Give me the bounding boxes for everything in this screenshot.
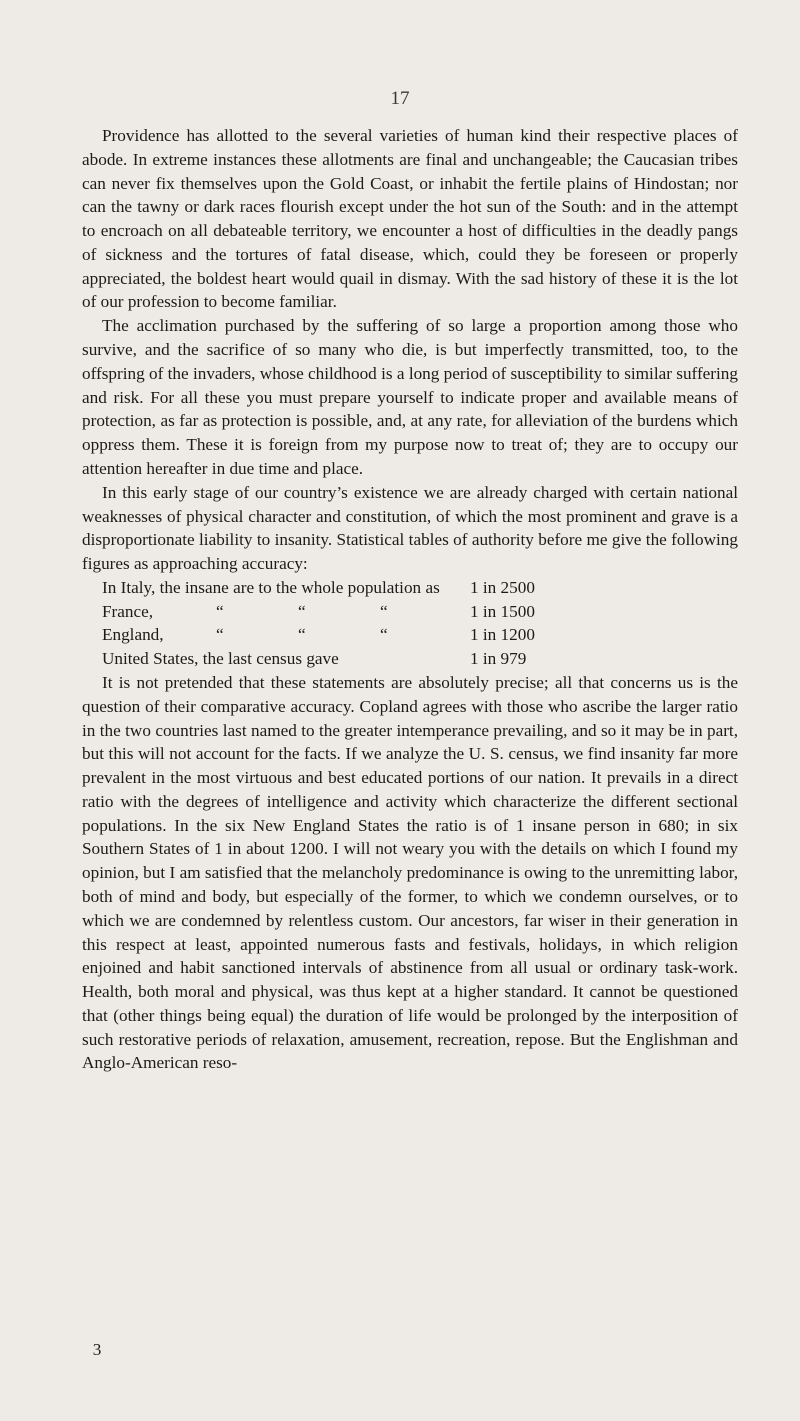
ditto-mark: “ — [380, 625, 388, 645]
stats-row-france — [102, 600, 535, 624]
stats-italy-ratio: 1 in 2500 — [470, 577, 535, 597]
insanity-statistics-table — [102, 576, 535, 671]
stats-us-ratio: 1 in 979 — [470, 649, 527, 669]
body-text — [82, 124, 738, 1075]
ditto-mark: “ — [380, 601, 388, 621]
stats-row-italy — [102, 576, 535, 600]
stats-england-country: England, — [102, 625, 164, 645]
stats-england-ratio: 1 in 1200 — [470, 625, 535, 645]
stats-france-country: France, — [102, 601, 154, 621]
stats-row-united-states — [102, 647, 535, 671]
stats-us-label: United States, the last census gave — [102, 649, 339, 669]
paragraph-providence: Providence has allotted to the several varieties of human kind their respective places of abode. In extreme instances these allotments are final and unchangeable; the Caucasian tribes can never fix themselves upon the Gold Coast, or inhabit the fertile plains of Hindostan; nor can the tawny or dark races flourish except under the hot sun of the South: and in the attempt to encroach on all debateable territory, we encounter a host of difficulties in the deadly pangs of sickness and the tortures of fatal disease, which, could they be foreseen or properly appreciated, the boldest heart would quail in dismay. With the sad history of these it is the lot of our profession to become familiar. — [82, 126, 738, 312]
page-number: 17 — [390, 88, 410, 109]
ditto-mark: “ — [216, 625, 224, 645]
ditto-mark: “ — [298, 625, 306, 645]
paragraph-comparative-accuracy: It is not pretended that these statements are absolutely precise; all that concerns us is the question of their comparative accuracy. Copland agrees with those who ascribe the larger ratio in the two countries last named to the greater intemperance prevailing, and so it may be in part, but this will not account for the facts. If we analyze the U. S. census, we find insanity far more prevalent in the most virtuous and best educated portions of our nation. It prevails in a direct ratio with the degrees of intelligence and activity which characterize the different sectional populations. In the six New England States the ratio is of 1 insane person in 680; in six Southern States of 1 in about 1200. I will not weary you with the details on which I found my opinion, but I am satisfied that the melancholy predominance is owing to the unremitting labor, both of mind and body, but especially of the former, to which we condemn ourselves, or to which we are condemned by relentless custom. Our ancestors, far wiser in their generation in this respect at least, appointed numerous fasts and festivals, holidays, in which religion enjoined and habit sanctioned intervals of abstinence from all usual or ordinary task-work. Health, both moral and physical, was thus kept at a higher standard. It cannot be questioned that (other things being equal) the duration of life would be prolonged by the interposition of such restorative periods of relaxation, amusement, recreation, repose. But the Englishman and Anglo-American reso- — [82, 672, 738, 1073]
stats-row-england — [102, 623, 535, 647]
ditto-mark: “ — [216, 601, 224, 621]
ditto-mark: “ — [298, 601, 306, 621]
stats-italy-label: In Italy, the insane are to the whole population as — [102, 577, 440, 597]
stats-france-ratio: 1 in 1500 — [470, 601, 535, 621]
signature-mark: 3 — [92, 1340, 102, 1359]
paragraph-acclimation: The acclimation purchased by the suffering of so large a proportion among those who survive, and the sacrifice of so many who die, is but imperfectly transmitted, too, to the offspring of the invaders, whose childhood is a long period of susceptibility to similar suffering and risk. For all these you must prepare yourself to indicate proper and available means of protection, as far as protection is possible, and, at any rate, for alleviation of the burdens which oppress them. These it is foreign from my purpose now to treat of; they are to occupy our attention hereafter in due time and place. — [82, 316, 738, 478]
paragraph-national-weakness: In this early stage of our country’s existence we are already charged with certain national weaknesses of physical character and constitution, of which the most prominent and grave is a disproportionate liability to insanity. Statistical tables of authority before me give the following figures as approaching accuracy: — [82, 482, 738, 574]
